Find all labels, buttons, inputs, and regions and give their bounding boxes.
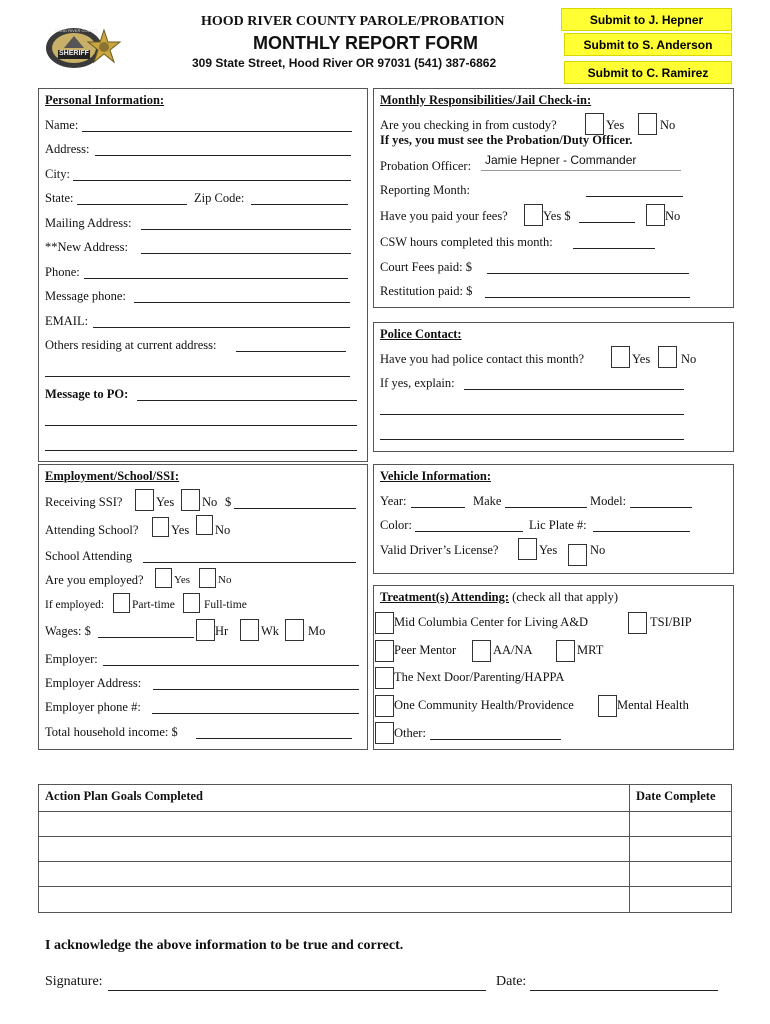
police-contact-question: Have you had police contact this month? xyxy=(380,352,585,366)
part-time-checkbox[interactable] xyxy=(113,593,130,613)
state-label: State: xyxy=(45,191,74,205)
acknowledgement-text: I acknowledge the above information to be true and correct. xyxy=(45,938,404,953)
tsi-bip-label: TSI/BIP xyxy=(650,615,692,629)
ssi-no-label: No xyxy=(202,495,218,509)
submit-anderson-button[interactable]: Submit to S. Anderson xyxy=(564,33,732,56)
goals-row-separator xyxy=(39,886,731,887)
goal-date-cell[interactable] xyxy=(631,838,730,860)
wages-field[interactable] xyxy=(98,637,194,638)
license-yes-checkbox[interactable] xyxy=(518,538,537,560)
goals-row-separator xyxy=(39,836,731,837)
mrt-label: MRT xyxy=(577,643,604,657)
zip-field[interactable] xyxy=(251,204,348,205)
if-employed-label: If employed: xyxy=(45,599,105,611)
mid-columbia-label: Mid Columbia Center for Living A&D xyxy=(394,615,589,629)
treatment-heading xyxy=(380,590,618,605)
other-treatment-label: Other: xyxy=(394,726,426,740)
wages-mo-checkbox[interactable] xyxy=(285,619,304,641)
badge-text-mid: SHERIFF xyxy=(59,50,89,57)
goal-cell[interactable] xyxy=(40,888,627,910)
reporting-month-label: Reporting Month: xyxy=(380,183,470,197)
probation-officer-value[interactable]: Jamie Hepner - Commander xyxy=(485,153,637,167)
custody-no-label: No xyxy=(660,118,676,132)
employed-no-label: No xyxy=(218,574,232,586)
city-label: City: xyxy=(45,167,71,181)
restitution-label: Restitution paid: $ xyxy=(380,284,473,298)
police-no-label: No xyxy=(681,352,697,366)
police-contact-heading: Police Contact: xyxy=(380,327,462,341)
custody-question: Are you checking in from custody? xyxy=(380,118,557,132)
household-income-field[interactable] xyxy=(196,738,352,739)
restitution-field[interactable] xyxy=(485,297,690,298)
others-residing-field-2[interactable] xyxy=(45,376,350,377)
vehicle-heading: Vehicle Information: xyxy=(380,469,491,483)
city-field[interactable] xyxy=(73,180,351,181)
one-community-checkbox[interactable] xyxy=(375,695,394,717)
police-yes-label: Yes xyxy=(632,352,651,366)
other-treatment-field[interactable] xyxy=(430,739,561,740)
aa-na-checkbox[interactable] xyxy=(472,640,491,662)
goals-table xyxy=(38,784,732,913)
school-question: Attending School? xyxy=(45,523,139,537)
personal-info-heading: Personal Information: xyxy=(45,93,165,107)
vehicle-year-label: Year: xyxy=(380,494,407,508)
message-to-po-field[interactable] xyxy=(137,400,357,401)
peer-mentor-checkbox[interactable] xyxy=(375,640,394,662)
police-explain-label: If yes, explain: xyxy=(380,376,455,390)
vehicle-color-label: Color: xyxy=(380,518,412,532)
fees-question: Have you paid your fees? xyxy=(380,209,508,223)
date-complete-heading: Date Complete xyxy=(636,789,716,803)
goals-row-separator xyxy=(39,811,731,812)
treatment-section xyxy=(373,585,734,750)
employer-address-label: Employer Address: xyxy=(45,676,142,690)
next-door-label: The Next Door/Parenting/HAPPA xyxy=(394,670,565,684)
state-field[interactable] xyxy=(77,204,187,205)
school-yes-label: Yes xyxy=(171,523,190,537)
goal-cell[interactable] xyxy=(40,838,627,860)
new-address-field[interactable] xyxy=(141,253,351,254)
wages-mo-label: Mo xyxy=(308,624,326,638)
school-attending-label: School Attending xyxy=(45,549,133,563)
ssi-dollar-label: $ xyxy=(225,495,232,509)
date-field[interactable] xyxy=(530,990,718,991)
police-explain-line-2[interactable] xyxy=(380,414,684,415)
reporting-month-field[interactable] xyxy=(586,196,683,197)
message-to-po-line-3[interactable] xyxy=(45,450,357,451)
employer-label: Employer: xyxy=(45,652,98,666)
police-explain-field[interactable] xyxy=(464,389,684,390)
goals-heading: Action Plan Goals Completed xyxy=(45,789,203,803)
sheriff-badge-logo xyxy=(44,26,122,70)
wages-label: Wages: $ xyxy=(45,624,91,638)
aa-na-label: AA/NA xyxy=(493,643,533,657)
mailing-address-label: Mailing Address: xyxy=(45,216,132,230)
employer-phone-label: Employer phone #: xyxy=(45,700,141,714)
school-no-label: No xyxy=(215,523,231,537)
vehicle-year-field[interactable] xyxy=(411,507,465,508)
fees-yes-label: Yes $ xyxy=(543,209,571,223)
others-residing-label: Others residing at current address: xyxy=(45,338,217,352)
wages-wk-checkbox[interactable] xyxy=(240,619,259,641)
phone-field[interactable] xyxy=(84,278,348,279)
duty-officer-notice: If yes, you must see the Probation/Duty Officer. xyxy=(380,133,633,147)
fees-amount-field[interactable] xyxy=(579,222,635,223)
name-field[interactable] xyxy=(82,131,352,132)
mailing-address-field[interactable] xyxy=(141,229,351,230)
license-no-checkbox[interactable] xyxy=(568,544,587,566)
mrt-checkbox[interactable] xyxy=(556,640,575,662)
goal-date-cell[interactable] xyxy=(631,888,730,910)
custody-no-checkbox[interactable] xyxy=(638,113,657,135)
name-label: Name: xyxy=(45,118,79,132)
employed-no-checkbox[interactable] xyxy=(199,568,216,588)
vehicle-make-field[interactable] xyxy=(505,507,587,508)
ssi-yes-checkbox[interactable] xyxy=(135,489,154,511)
court-fees-field[interactable] xyxy=(487,273,689,274)
license-question: Valid Driver’s License? xyxy=(380,543,499,557)
goals-row-separator xyxy=(39,861,731,862)
next-door-checkbox[interactable] xyxy=(375,667,394,689)
vehicle-model-field[interactable] xyxy=(630,507,692,508)
full-time-label: Full-time xyxy=(204,599,247,611)
vehicle-model-label: Model: xyxy=(590,494,627,508)
wages-hr-label: Hr xyxy=(215,624,229,638)
ssi-yes-label: Yes xyxy=(156,495,175,509)
vehicle-color-field[interactable] xyxy=(415,531,523,532)
zip-label: Zip Code: xyxy=(194,191,245,205)
treatment-heading-text: Treatment(s) Attending: xyxy=(380,590,510,604)
school-yes-checkbox[interactable] xyxy=(152,517,169,537)
employer-phone-field[interactable] xyxy=(152,713,359,714)
signature-label: Signature: xyxy=(45,974,103,989)
school-no-checkbox[interactable] xyxy=(196,515,213,535)
address-label: Address: xyxy=(45,142,90,156)
tsi-bip-checkbox[interactable] xyxy=(628,612,647,634)
peer-mentor-label: Peer Mentor xyxy=(394,643,457,657)
csw-hours-label: CSW hours completed this month: xyxy=(380,235,553,249)
employer-field[interactable] xyxy=(103,665,359,666)
submit-hepner-button[interactable]: Submit to J. Hepner xyxy=(561,8,732,31)
csw-hours-field[interactable] xyxy=(573,248,655,249)
date-label: Date: xyxy=(496,974,527,989)
message-to-po-label: Message to PO: xyxy=(45,387,129,401)
wages-hr-checkbox[interactable] xyxy=(196,619,215,641)
signature-field[interactable] xyxy=(108,990,486,991)
license-yes-label: Yes xyxy=(539,543,558,557)
fees-no-label: No xyxy=(665,209,681,223)
message-phone-label: Message phone: xyxy=(45,289,126,303)
address-field[interactable] xyxy=(95,155,351,156)
wages-wk-label: Wk xyxy=(261,624,280,638)
vehicle-make-label: Make xyxy=(473,494,502,508)
license-no-label: No xyxy=(590,543,606,557)
goal-date-cell[interactable] xyxy=(631,863,730,885)
fees-no-checkbox[interactable] xyxy=(646,204,665,226)
submit-ramirez-button[interactable]: Submit to C. Ramirez xyxy=(564,61,732,84)
ssi-amount-field[interactable] xyxy=(234,508,356,509)
treatment-note: (check all that apply) xyxy=(512,590,619,604)
vehicle-plate-label: Lic Plate #: xyxy=(529,518,587,532)
probation-officer-line xyxy=(481,170,681,171)
monthly-heading: Monthly Responsibilities/Jail Check-in: xyxy=(380,93,592,107)
employer-address-field[interactable] xyxy=(153,689,359,690)
mid-columbia-checkbox[interactable] xyxy=(375,612,394,634)
employment-heading: Employment/School/SSI: xyxy=(45,469,180,483)
email-label: EMAIL: xyxy=(45,314,89,328)
goals-table-divider-vertical xyxy=(629,785,630,912)
ssi-no-checkbox[interactable] xyxy=(181,489,200,511)
ssi-question: Receiving SSI? xyxy=(45,495,123,509)
part-time-label: Part-time xyxy=(132,599,175,611)
org-title: HOOD RIVER COUNTY PAROLE/PROBATION xyxy=(201,14,505,29)
badge-text-top: HOOD RIVER COUNTY xyxy=(55,28,99,33)
others-residing-field[interactable] xyxy=(236,351,346,352)
message-to-po-line-2[interactable] xyxy=(45,425,357,426)
school-attending-field[interactable] xyxy=(143,562,356,563)
fees-yes-checkbox[interactable] xyxy=(524,204,543,226)
goal-cell[interactable] xyxy=(40,863,627,885)
mental-health-checkbox[interactable] xyxy=(598,695,617,717)
message-phone-field[interactable] xyxy=(134,302,350,303)
police-explain-line-3[interactable] xyxy=(380,439,684,440)
full-time-checkbox[interactable] xyxy=(183,593,200,613)
form-title: MONTHLY REPORT FORM xyxy=(253,33,479,53)
police-yes-checkbox[interactable] xyxy=(611,346,630,368)
one-community-label: One Community Health/Providence xyxy=(394,698,574,712)
new-address-label: **New Address: xyxy=(45,240,128,254)
household-income-label: Total household income: $ xyxy=(45,725,178,739)
goal-date-cell[interactable] xyxy=(631,813,730,835)
custody-yes-checkbox[interactable] xyxy=(585,113,604,135)
custody-yes-label: Yes xyxy=(606,118,625,132)
phone-label: Phone: xyxy=(45,265,80,279)
office-address: 309 State Street, Hood River OR 97031 (541) 387-6862 xyxy=(192,56,497,70)
employed-yes-checkbox[interactable] xyxy=(155,568,172,588)
email-field[interactable] xyxy=(93,327,350,328)
court-fees-label: Court Fees paid: $ xyxy=(380,260,473,274)
goal-cell[interactable] xyxy=(40,813,627,835)
mental-health-label: Mental Health xyxy=(617,698,689,712)
vehicle-plate-field[interactable] xyxy=(593,531,690,532)
employed-yes-label: Yes xyxy=(174,574,191,586)
police-no-checkbox[interactable] xyxy=(658,346,677,368)
probation-officer-label: Probation Officer: xyxy=(380,159,472,173)
other-treatment-checkbox[interactable] xyxy=(375,722,394,744)
employed-question: Are you employed? xyxy=(45,573,144,587)
